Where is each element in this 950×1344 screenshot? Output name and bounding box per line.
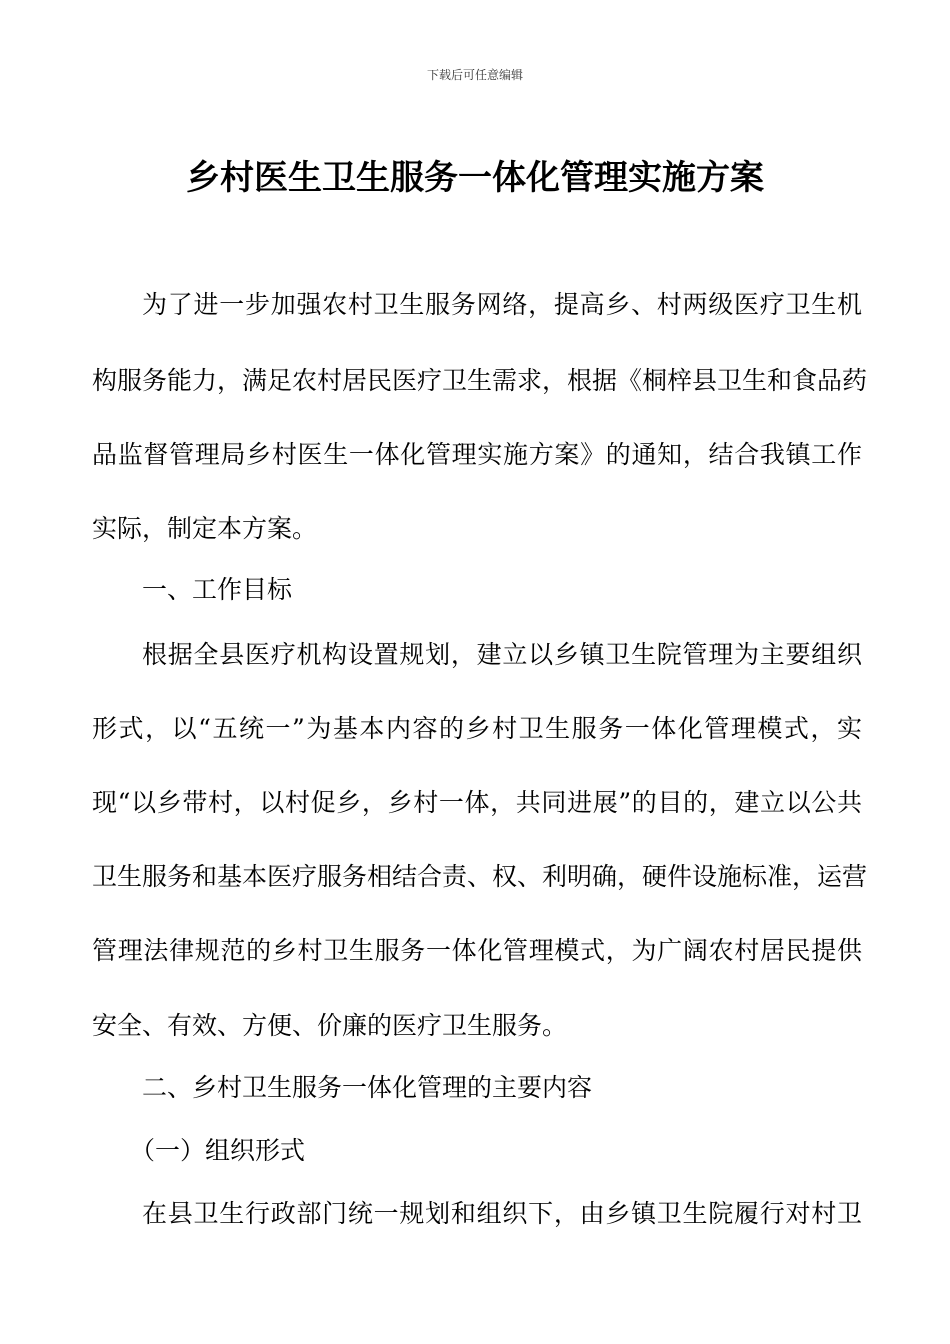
paragraph-line: 卫生服务和基本医疗服务相结合责、权、利明确，硬件设施标准，运营 xyxy=(92,862,868,891)
header-note: 下载后可任意编辑 xyxy=(426,68,523,82)
paragraph-line: 现“以乡带村，以村促乡，乡村一体，共同进展”的目的，建立以公共 xyxy=(92,788,862,817)
subsection-heading: （一）组织形式 xyxy=(130,1136,306,1165)
paragraph-line: 安全、有效、方便、价廉的医疗卫生服务。 xyxy=(92,1011,568,1040)
paragraph-line: 构服务能力，满足农村居民医疗卫生需求，根据《桐梓县卫生和食品药 xyxy=(92,366,868,395)
section-heading: 二、乡村卫生服务一体化管理的主要内容 xyxy=(142,1073,593,1102)
paragraph-line: 根据全县医疗机构设置规划，建立以乡镇卫生院管理为主要组织 xyxy=(142,640,862,669)
paragraph-line: 品监督管理局乡村医生一体化管理实施方案》的通知，结合我镇工作 xyxy=(92,440,862,469)
section-heading: 一、工作目标 xyxy=(142,575,293,604)
paragraph-line: 实际，制定本方案。 xyxy=(92,514,318,543)
paragraph-line: 在县卫生行政部门统一规划和组织下，由乡镇卫生院履行对村卫 xyxy=(142,1199,862,1228)
document-title: 乡村医生卫生服务一体化管理实施方案 xyxy=(186,158,764,198)
paragraph-line: 管理法律规范的乡村卫生服务一体化管理模式，为广阔农村居民提供 xyxy=(92,936,862,965)
paragraph-line: 形式，以“五统一”为基本内容的乡村卫生服务一体化管理模式，实 xyxy=(92,714,862,743)
paragraph-line: 为了进一步加强农村卫生服务网络，提高乡、村两级医疗卫生机 xyxy=(142,290,862,319)
